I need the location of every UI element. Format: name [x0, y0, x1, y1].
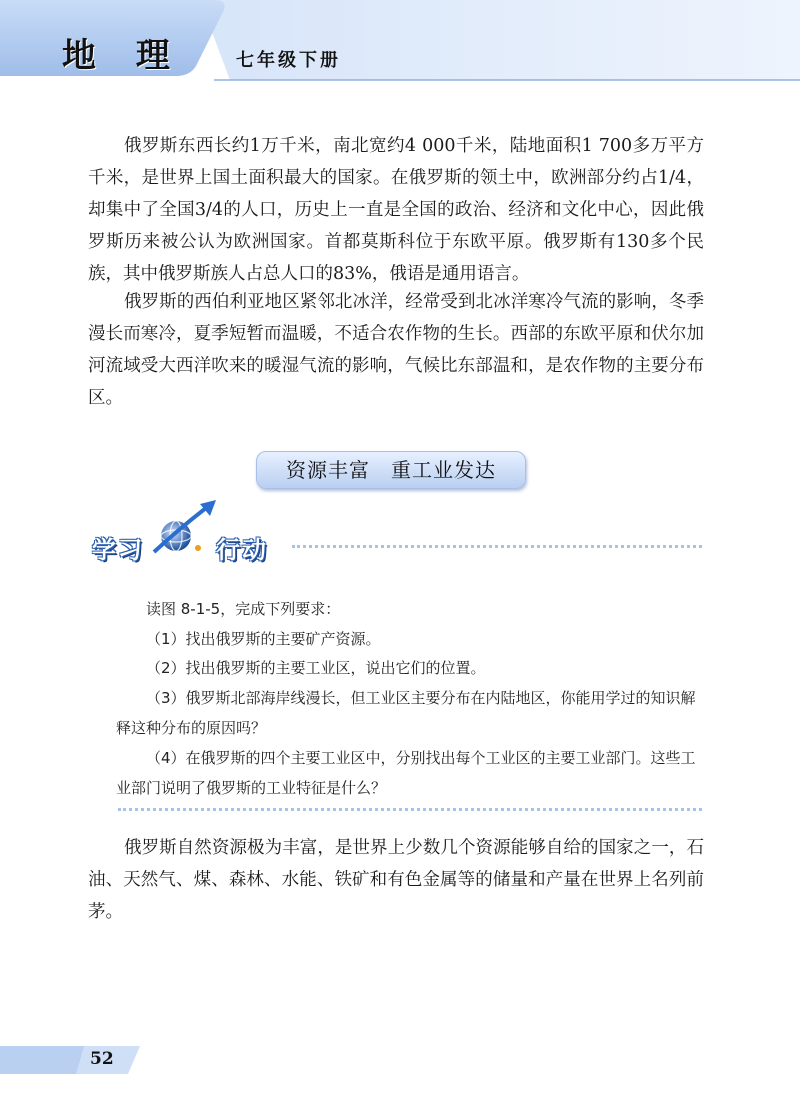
page-number: 52: [90, 1049, 114, 1069]
task-intro: 读图 8-1-5，完成下列要求：: [146, 600, 341, 618]
section-heading: 资源丰富 重工业发达: [256, 451, 526, 489]
footer-band: [0, 1040, 160, 1080]
page-header: [0, 0, 800, 100]
globe-arrow-icon: [150, 498, 220, 558]
task-item-2: （2）找出俄罗斯的主要工业区，说出它们的位置。: [146, 659, 486, 677]
paragraph-climate: 俄罗斯的西伯利亚地区紧邻北冰洋，经常受到北冰洋寒冷气流的影响，冬季漫长而寒冷，夏季短暂而温暖，不适合农作物的生长。西部的东欧平原和伏尔加河流域受大西洋吹来的暖湿气流的影响，气候比东部温和，是农作物的主要分布区。: [88, 292, 704, 408]
paragraph-territory: 俄罗斯东西长约1万千米，南北宽约4 000千米，陆地面积1 700多万平方千米，是世界上国土面积最大的国家。在俄罗斯的领土中，欧洲部分约占1/4，却集中了全国3/4的人口，历史上一直是全国的政治、经济和文化中心，因此俄罗斯历来被公认为欧洲国家。首都莫斯科位于东欧平原。俄罗斯有130多个民族，其中俄罗斯族人占总人口的83%，俄语是通用语言。: [88, 136, 704, 284]
paragraph-resources: 俄罗斯自然资源极为丰富，是世界上少数几个资源能够自给的国家之一，石油、天然气、煤、森林、水能、铁矿和有色金属等的储量和产量在世界上名列前茅。: [88, 838, 704, 922]
subject-title: 地 理: [62, 36, 184, 76]
dotted-divider-bottom: [118, 808, 702, 811]
action-word-1: 学习: [92, 536, 144, 564]
action-word-2: 行动: [216, 536, 268, 564]
task-item-3: （3）俄罗斯北部海岸线漫长，但工业区主要分布在内陆地区，你能用学过的知识解释这种分布的原因吗？: [116, 689, 696, 737]
dotted-divider-top: [292, 545, 702, 548]
grade-label: 七年级下册: [236, 50, 341, 71]
task-item-4: （4）在俄罗斯的四个主要工业区中，分别找出每个工业区的主要工业部门。这些工业部门说明了俄罗斯的工业特征是什么？: [116, 749, 696, 797]
task-item-1: （1）找出俄罗斯的主要矿产资源。: [146, 630, 381, 648]
learning-action-title: [88, 498, 288, 568]
